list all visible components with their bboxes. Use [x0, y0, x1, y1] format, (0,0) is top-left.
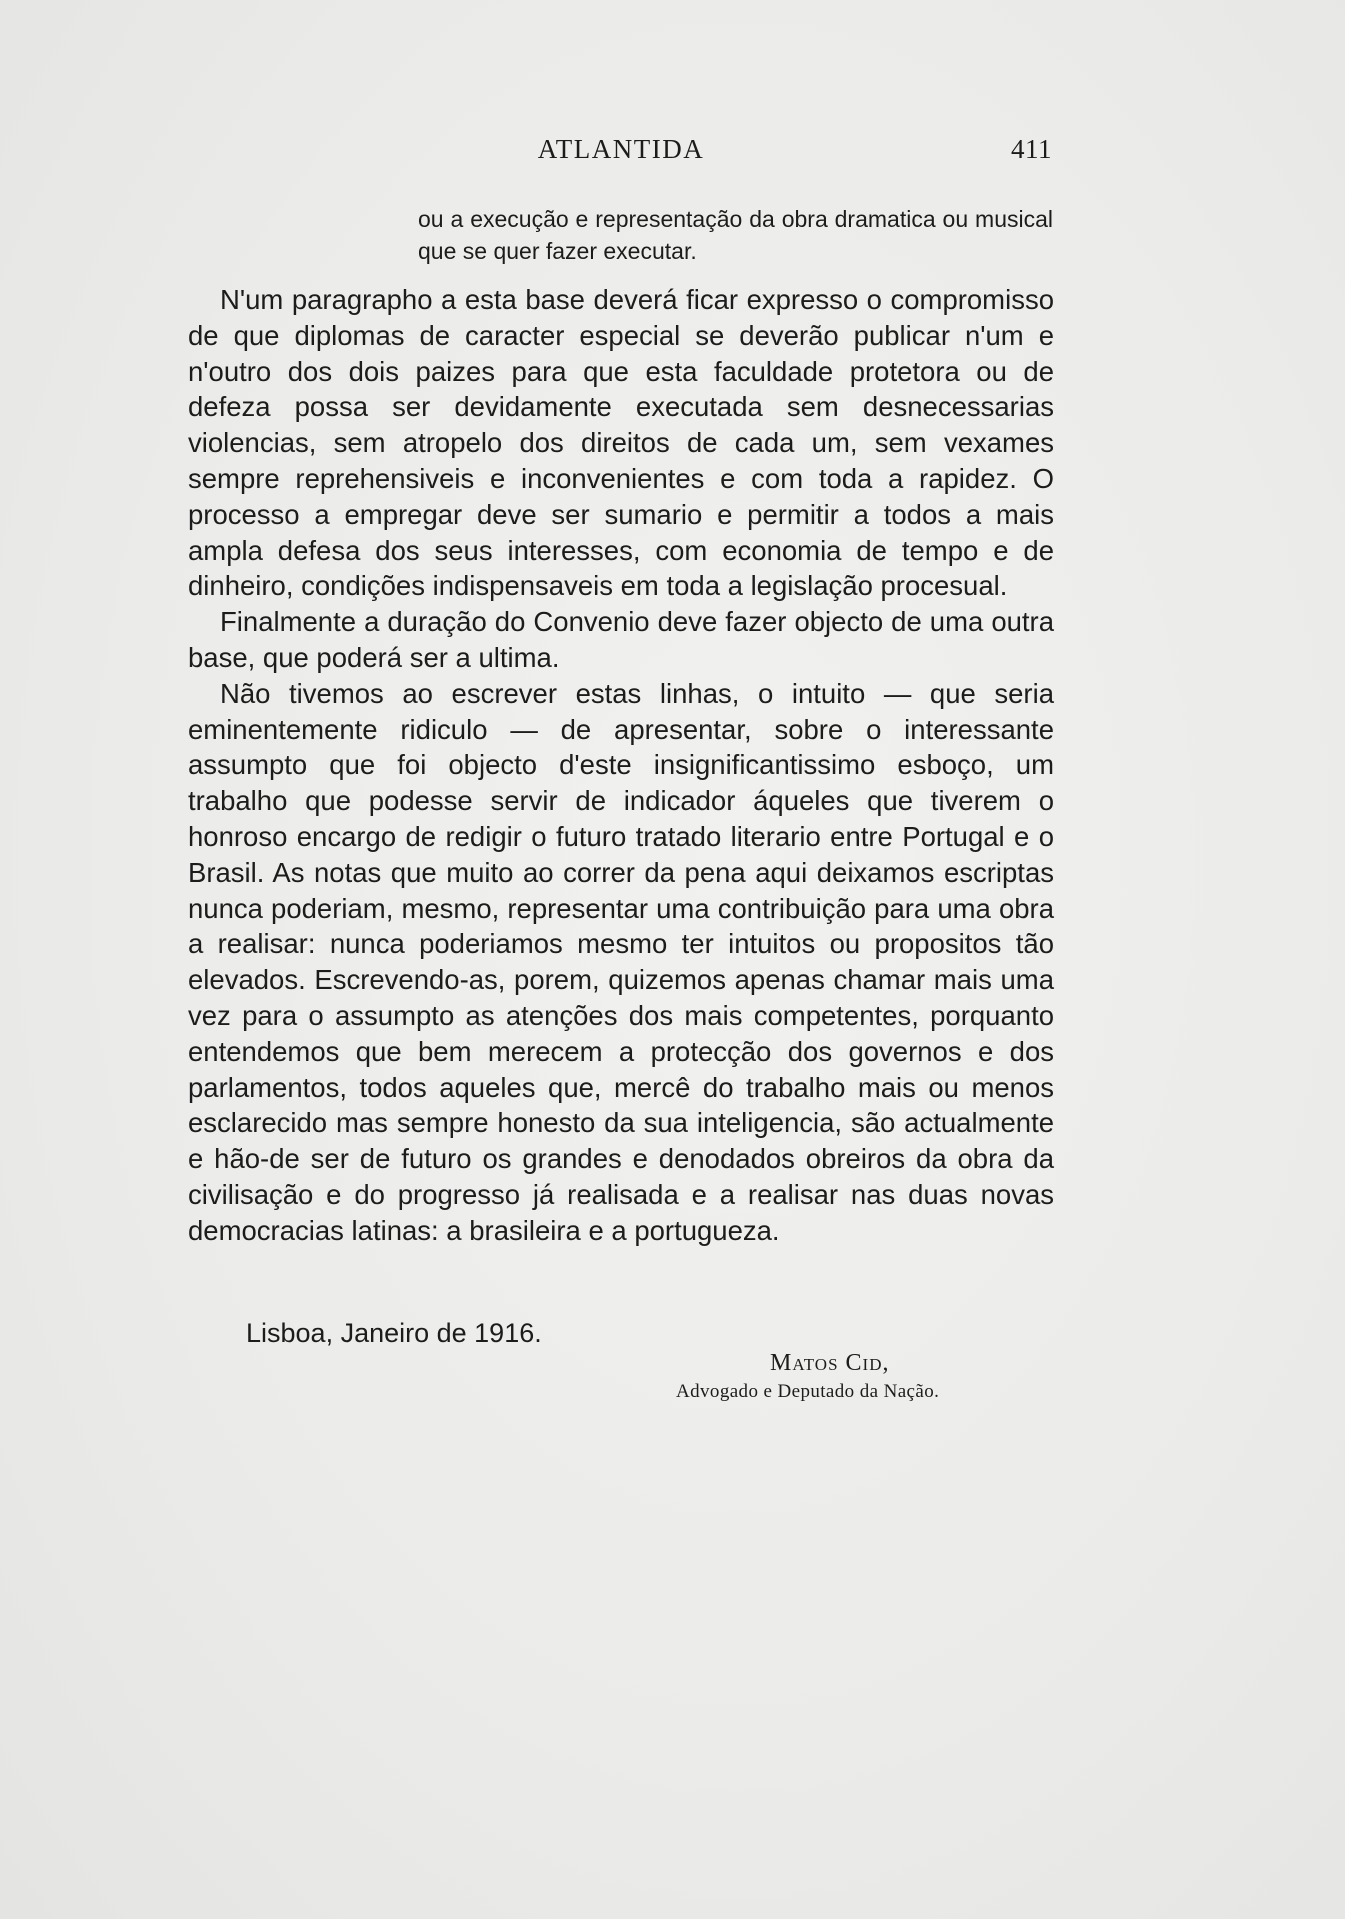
paragraph: N'um paragrapho a esta base deverá ficar expresso o compromisso de que diplomas de caracter especial se deverão publicar n'um e n'outro dos dois paizes para que esta faculdade protetora ou de defeza possa ser devidamente executada sem desnecessarias violencias, sem atropelo dos direitos de cada um, sem vexames sempre reprehensiveis e inconvenientes e com toda a rapidez. O processo a empregar deve ser sumario e permitir a todos a mais ampla defesa dos seus interesses, com economia de tempo e de dinheiro, condições indispensaveis em toda a legislação procesual.: [188, 284, 1054, 602]
block-quote: ou a execução e representação da obra dramatica ou musical que se quer fazer executar.: [418, 206, 1053, 264]
paragraph: Não tivemos ao escrever estas linhas, o intuito — que seria eminentemente ridiculo — de apresentar, sobre o interessante assumpto que foi objecto d'este insignificantissimo esboço, um trabalho que podesse servir de indicador áqueles que tiverem o honroso encargo de redigir o futuro tratado literario entre Portugal e o Brasil. As notas que muito ao correr da pena aqui deixamos escriptas nunca poderiam, mesmo, representar uma contribuição para uma obra a realisar: nunca poderiamos mesmo ter intuitos ou propositos tão elevados. Escrevendo-as, porem, quizemos apenas chamar mais uma vez para o assumpto as atenções dos mais competentes, porquanto entendemos que bem merecem a protecção dos governos e dos parlamentos, todos aqueles que, mercê do trabalho mais ou menos esclarecido mas sempre honesto da sua inteligencia, são actualmente e hão-de ser de futuro os grandes e denodados obreiros da obra da civilisação e do progresso já realisada e a realisar nas duas novas democracias latinas: a brasileira e a portugueza.: [188, 677, 1054, 1246]
place-date: Lisboa, Janeiro de 1916.: [246, 1318, 542, 1348]
body-text: [188, 282, 1054, 1249]
paragraph: Finalmente a duração do Convenio deve fazer objecto de uma outra base, que poderá ser a ultima.: [188, 606, 1054, 673]
author-name: Matos Cid,: [770, 1350, 890, 1376]
running-header: [190, 134, 1052, 168]
running-title: ATLANTIDA: [537, 134, 705, 164]
author-title: Advogado e Deputado da Nação.: [676, 1381, 940, 1402]
page-number: 411: [1011, 134, 1052, 164]
